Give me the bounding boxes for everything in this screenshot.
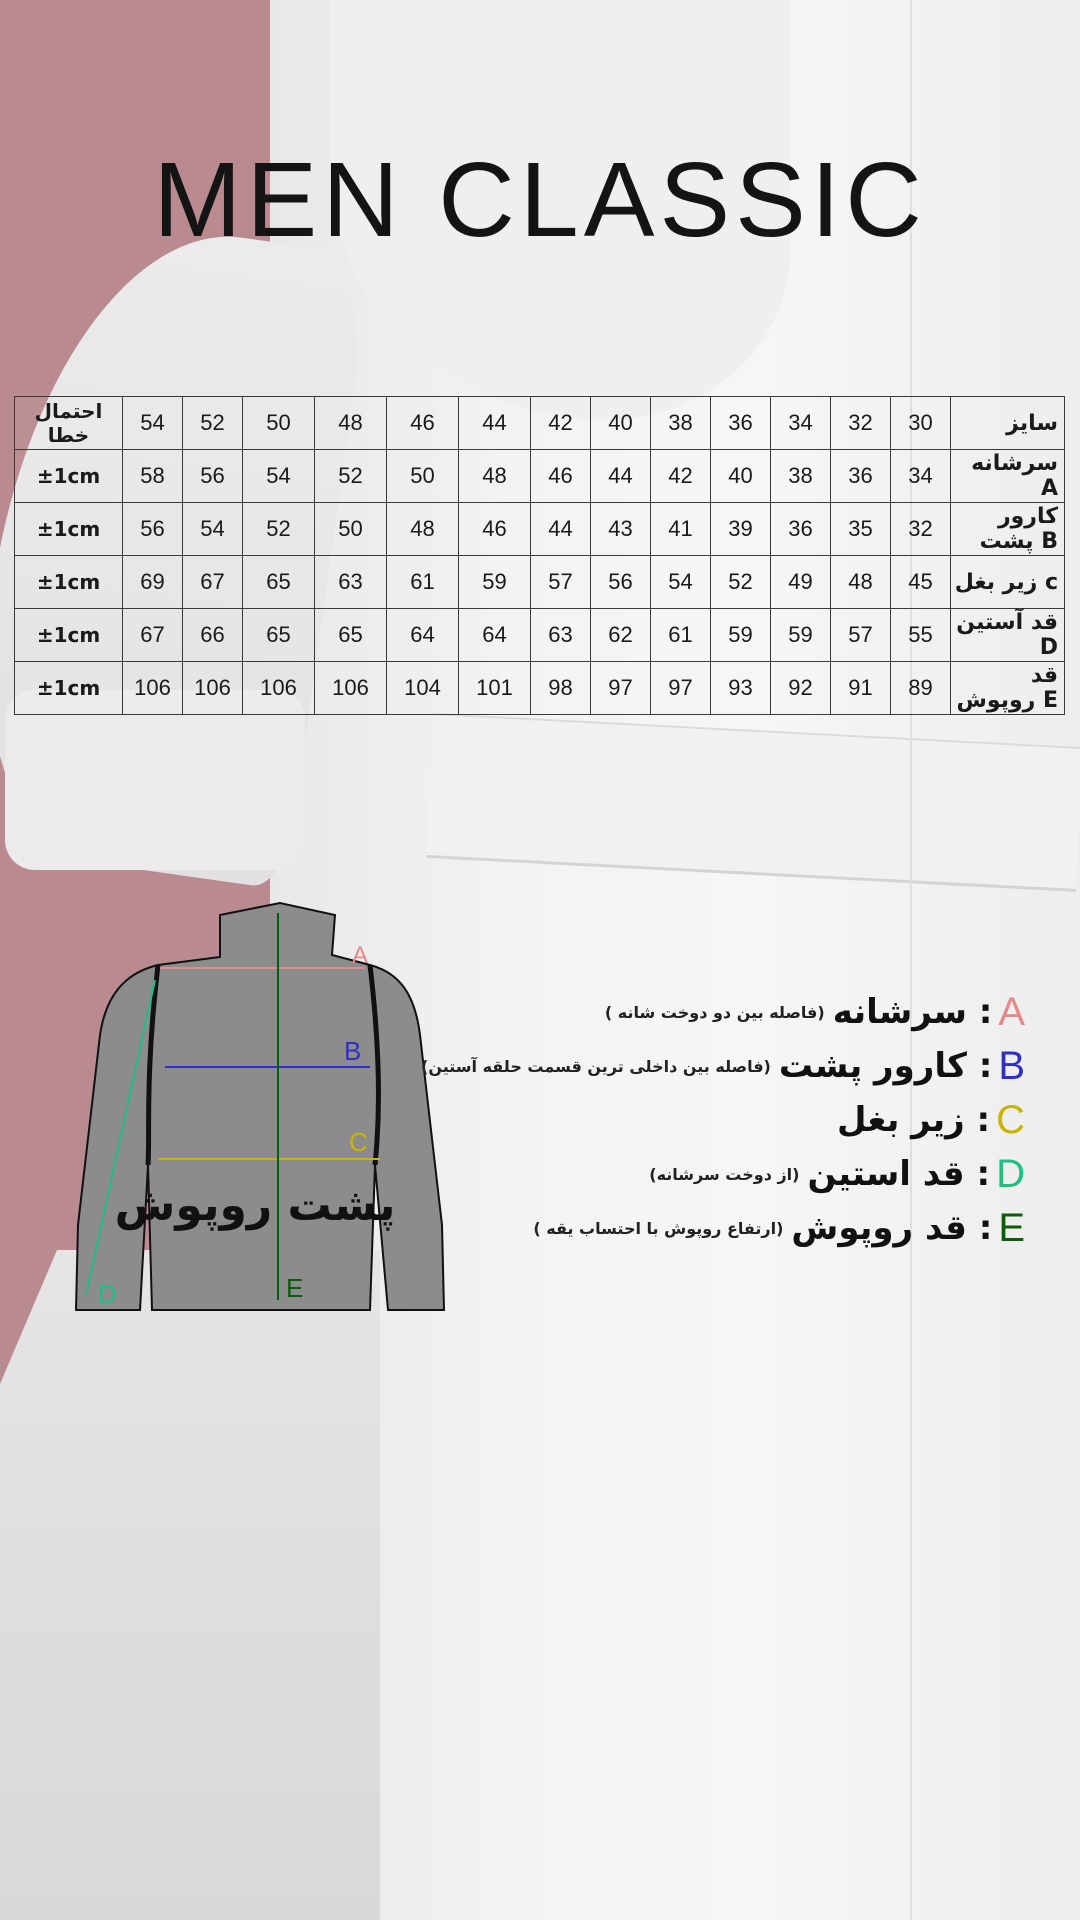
measurement-legend [421,985,1025,1255]
size-header-cell: 36 [711,397,771,450]
row-label: زیر بغل c [951,556,1065,609]
table-row [15,503,1065,556]
value-cell: 46 [459,503,531,556]
value-cell: 63 [315,556,387,609]
value-cell: 65 [315,609,387,662]
value-cell: 89 [891,662,951,715]
value-cell: 106 [183,662,243,715]
value-cell: 56 [591,556,651,609]
value-cell: 40 [711,450,771,503]
value-cell: 42 [651,450,711,503]
value-cell: 59 [771,609,831,662]
value-cell: 55 [891,609,951,662]
size-header-cell: 54 [123,397,183,450]
value-cell: 91 [831,662,891,715]
value-cell: 56 [183,450,243,503]
legend-letter: C [996,1097,1025,1142]
value-cell: 93 [711,662,771,715]
row-label: قد روپوش E [951,662,1065,715]
page-title: MEN CLASSIC [153,141,927,259]
value-cell: 59 [711,609,771,662]
legend-letter: D [996,1151,1025,1196]
size-header-cell: 40 [591,397,651,450]
value-cell: 49 [771,556,831,609]
legend-letter: A [998,989,1025,1034]
size-header-cell: 42 [531,397,591,450]
legend-name: : زیر بغل [837,1100,991,1140]
value-cell: 98 [531,662,591,715]
value-cell: 97 [591,662,651,715]
legend-name: : سرشانه [832,992,993,1032]
table-row [15,662,1065,715]
value-cell: 92 [771,662,831,715]
legend-item [421,1039,1025,1093]
table-row [15,450,1065,503]
value-cell: 57 [831,609,891,662]
size-header-cell: 48 [315,397,387,450]
value-cell: 48 [459,450,531,503]
value-cell: 50 [387,450,459,503]
size-table [14,396,1065,715]
error-cell: ±1cm [15,450,123,503]
legend-name: : قد استین [807,1154,991,1194]
row-label: کارور پشت B [951,503,1065,556]
value-cell: 61 [651,609,711,662]
diagram-label-c: C [349,1127,368,1157]
legend-description: (فاصله بین داخلی ترین قسمت حلقه آستین) [421,1056,771,1076]
value-cell: 67 [123,609,183,662]
legend-item [425,1147,1025,1201]
value-cell: 45 [891,556,951,609]
value-cell: 67 [183,556,243,609]
error-header: احتمال خطا [15,397,123,450]
legend-name: : کارور پشت [778,1046,993,1086]
legend-description: (از دوخت سرشانه) [649,1164,800,1184]
diagram-label-a: A [352,942,369,969]
size-header-cell: 44 [459,397,531,450]
size-header-cell: 34 [771,397,831,450]
value-cell: 44 [531,503,591,556]
error-cell: ±1cm [15,503,123,556]
value-cell: 69 [123,556,183,609]
value-cell: 32 [891,503,951,556]
value-cell: 48 [387,503,459,556]
legend-letter: B [998,1043,1025,1088]
value-cell: 97 [651,662,711,715]
value-cell: 65 [243,609,315,662]
value-cell: 39 [711,503,771,556]
value-cell: 52 [315,450,387,503]
value-cell: 36 [771,503,831,556]
legend-item [425,985,1025,1039]
value-cell: 66 [183,609,243,662]
diagram-caption: پشت روپوش [114,1180,396,1231]
value-cell: 41 [651,503,711,556]
table-header-row [15,397,1065,450]
value-cell: 43 [591,503,651,556]
value-cell: 58 [123,450,183,503]
value-cell: 56 [123,503,183,556]
value-cell: 59 [459,556,531,609]
value-cell: 64 [387,609,459,662]
legend-description: (ارتفاع روپوش با احتساب یقه ) [533,1218,784,1238]
size-header-cell: 38 [651,397,711,450]
value-cell: 104 [387,662,459,715]
row-label: قد آستین D [951,609,1065,662]
value-cell: 54 [651,556,711,609]
legend-description: (فاصله بین دو دوخت شانه ) [604,1002,825,1022]
size-header-cell: 50 [243,397,315,450]
diagram-label-d: D [98,1279,117,1309]
legend-item [425,1201,1025,1255]
size-header-cell: 46 [387,397,459,450]
value-cell: 54 [243,450,315,503]
error-cell: ±1cm [15,609,123,662]
coat-lower [0,1250,380,1920]
value-cell: 54 [183,503,243,556]
value-cell: 65 [243,556,315,609]
coat-seam [910,0,912,1920]
value-cell: 35 [831,503,891,556]
legend-item [425,1093,1025,1147]
jacket-body-shape [76,903,444,1310]
value-cell: 61 [387,556,459,609]
value-cell: 64 [459,609,531,662]
size-header-label: سایز [951,397,1065,450]
legend-name: : قد روپوش [791,1208,993,1248]
value-cell: 44 [591,450,651,503]
value-cell: 38 [771,450,831,503]
diagram-label-e: E [286,1273,304,1303]
table-row [15,609,1065,662]
row-label: سرشانه A [951,450,1065,503]
value-cell: 50 [315,503,387,556]
diagram-label-b: B [344,1036,362,1066]
error-cell: ±1cm [15,662,123,715]
size-header-cell: 30 [891,397,951,450]
value-cell: 36 [831,450,891,503]
value-cell: 52 [711,556,771,609]
value-cell: 52 [243,503,315,556]
value-cell: 106 [315,662,387,715]
value-cell: 63 [531,609,591,662]
value-cell: 48 [831,556,891,609]
value-cell: 46 [531,450,591,503]
value-cell: 101 [459,662,531,715]
value-cell: 34 [891,450,951,503]
value-cell: 106 [243,662,315,715]
size-header-cell: 52 [183,397,243,450]
value-cell: 57 [531,556,591,609]
value-cell: 106 [123,662,183,715]
table-row [15,556,1065,609]
size-header-cell: 32 [831,397,891,450]
error-cell: ±1cm [15,556,123,609]
value-cell: 62 [591,609,651,662]
legend-letter: E [998,1205,1025,1250]
coat-cuff [5,690,305,870]
